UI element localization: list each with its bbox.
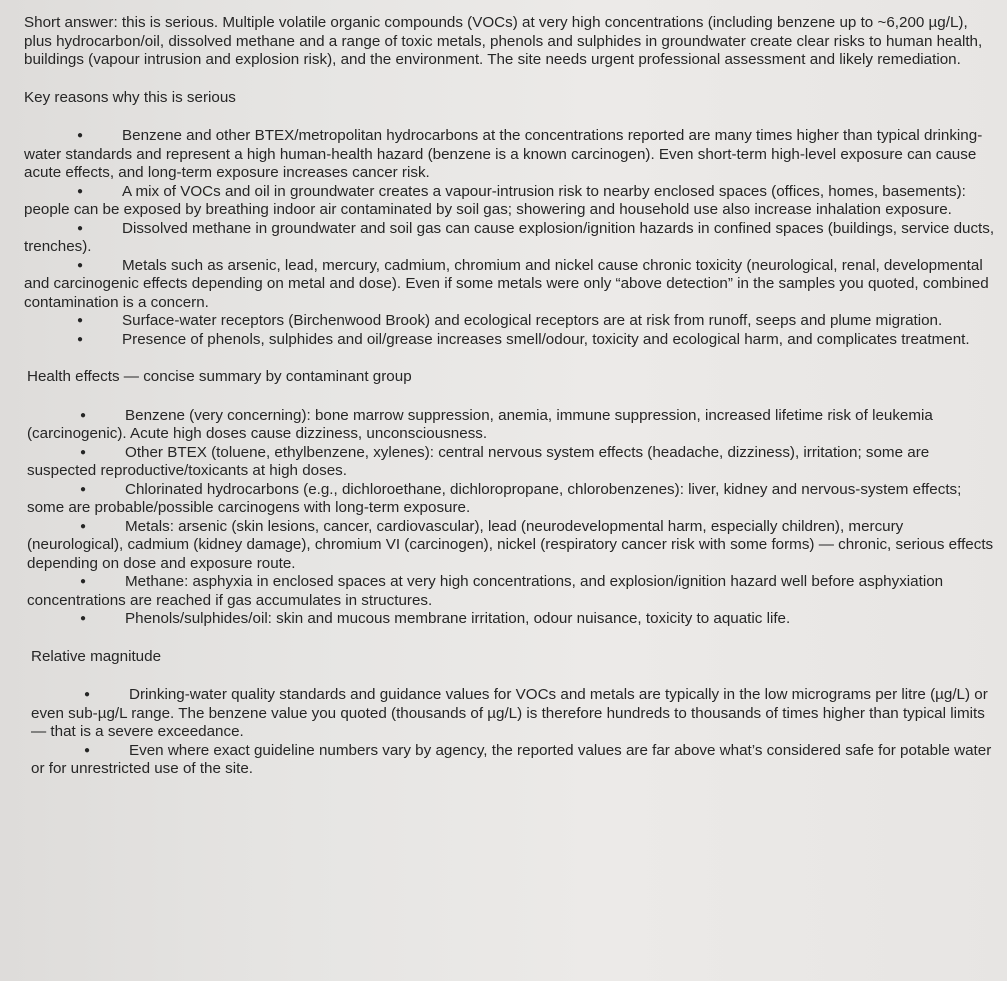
bullet-list: [31, 686, 997, 779]
bullet-dot-icon: ●: [77, 315, 84, 326]
bullet-dot-icon: ●: [80, 613, 87, 624]
section-heading: Key reasons why this is serious: [24, 88, 236, 106]
bullet-text: Benzene and other BTEX/metropolitan hydrocarbons at the concentrations reported are many times higher than typical drinking-water standards and represent a high human-health hazard (benzene is a known carcinogen). Even short-term high-level exposure can cause acute effects, and long-term exposure increases cancer risk.: [24, 127, 983, 181]
list-item: [31, 686, 997, 742]
bullet-text: Benzene (very concerning): bone marrow suppression, anemia, immune suppression, increased lifetime risk of leukemia (carcinogenic). Acute high doses cause dizziness, unconsciousness.: [27, 406, 933, 442]
section-heading: Relative magnitude: [31, 647, 162, 665]
bullet-text: Even where exact guideline numbers vary by agency, the reported values are far above what’s considered safe for potable water or for unrestricted use of the site.: [31, 741, 992, 777]
bullet-text: Phenols/sulphides/oil: skin and mucous membrane irritation, odour nuisance, toxicity to aquatic life.: [125, 610, 791, 627]
bullet-text: Other BTEX (toluene, ethylbenzene, xylenes): central nervous system effects (headache, dizziness), irritation; some are suspected reproductive/toxicants at high doses.: [27, 443, 930, 479]
list-item: [24, 257, 997, 313]
bullet-text: A mix of VOCs and oil in groundwater creates a vapour-intrusion risk to nearby enclosed spaces (offices, homes, basements): people can be exposed by breathing indoor air contaminated by soil gas; showering and household use also increase inhalation exposure.: [24, 182, 966, 218]
bullet-dot-icon: ●: [80, 446, 87, 458]
bullet-text: Metals such as arsenic, lead, mercury, cadmium, chromium and nickel cause chronic toxicity (neurological, renal, developmental and carcinogenic effects depending on metal and dose). Even if some metals were only “above detection” in the samples you quoted, combined contamination is a concern.: [24, 256, 989, 311]
section-health-effects: [24, 368, 997, 629]
list-item: [27, 444, 997, 481]
bullet-list: [27, 407, 997, 629]
bullet-dot-icon: ●: [80, 520, 87, 532]
section-key-reasons: [24, 89, 997, 350]
list-item: [24, 127, 997, 183]
list-item: [24, 183, 997, 220]
intro-paragraph: Short answer: this is serious. Multiple volatile organic compounds (VOCs) at very high concentrations (including benzene up to ~6,200 µg/L), plus hydrocarbon/oil, dissolved methane and a range of toxic metals, phenols and sulphides in groundwater create clear risks to human health, buildings (vapour intrusion and explosion risk), and the environment. The site needs urgent professional assessment and likely remediation.: [24, 14, 983, 68]
bullet-dot-icon: ●: [77, 333, 84, 345]
bullet-dot-icon: ●: [80, 483, 87, 495]
bullet-dot-icon: ●: [77, 185, 84, 197]
list-item: [27, 407, 997, 444]
list-item: [24, 331, 997, 350]
bullet-list: [24, 127, 997, 349]
list-item: [24, 312, 997, 331]
bullet-dot-icon: ●: [80, 576, 87, 587]
bullet-text: Dissolved methane in groundwater and soil gas can cause explosion/ignition hazards in confined spaces (buildings, service ducts, trenches).: [24, 219, 995, 255]
list-item: [31, 742, 997, 779]
bullet-text: Methane: asphyxia in enclosed spaces at very high concentrations, and explosion/ignition hazard well before asphyxiation concentrations are reached if gas accumulates in structures.: [27, 573, 944, 609]
bullet-text: Surface-water receptors (Birchenwood Brook) and ecological receptors are at risk from runoff, seeps and plume migration.: [122, 312, 943, 329]
bullet-dot-icon: ●: [77, 222, 84, 234]
section-relative-magnitude: [24, 648, 997, 779]
section-heading: Health effects — concise summary by contaminant group: [27, 368, 412, 385]
bullet-dot-icon: ●: [77, 259, 84, 271]
list-item: [27, 481, 997, 518]
bullet-dot-icon: ●: [80, 409, 87, 421]
list-item: [27, 610, 997, 629]
bullet-dot-icon: ●: [77, 130, 84, 141]
bullet-text: Drinking-water quality standards and guidance values for VOCs and metals are typically in the low micrograms per litre (µg/L) or even sub-µg/L range. The benzene value you quoted (thousands of µg/L) is therefore hundreds to thousands of times higher than typical limits — that is a severe exceedance.: [31, 686, 988, 740]
bullet-dot-icon: ●: [84, 744, 91, 756]
bullet-dot-icon: ●: [84, 689, 91, 700]
bullet-text: Chlorinated hydrocarbons (e.g., dichloroethane, dichloropropane, chlorobenzenes): liver, kidney and nervous-system effects; some are probable/possible carcinogens with long-term exposure.: [27, 480, 962, 516]
list-item: [27, 518, 997, 574]
list-item: [24, 220, 997, 257]
bullet-text: Presence of phenols, sulphides and oil/grease increases smell/odour, toxicity and ecological harm, and complicates treatment.: [122, 330, 970, 348]
bullet-text: Metals: arsenic (skin lesions, cancer, cardiovascular), lead (neurodevelopmental harm, especially children), mercury (neurological), cadmium (kidney damage), chromium VI (carcinogen), nickel (respiratory cancer risk with some forms) — chronic, serious effects depending on dose and exposure route.: [27, 517, 994, 572]
list-item: [27, 573, 997, 610]
